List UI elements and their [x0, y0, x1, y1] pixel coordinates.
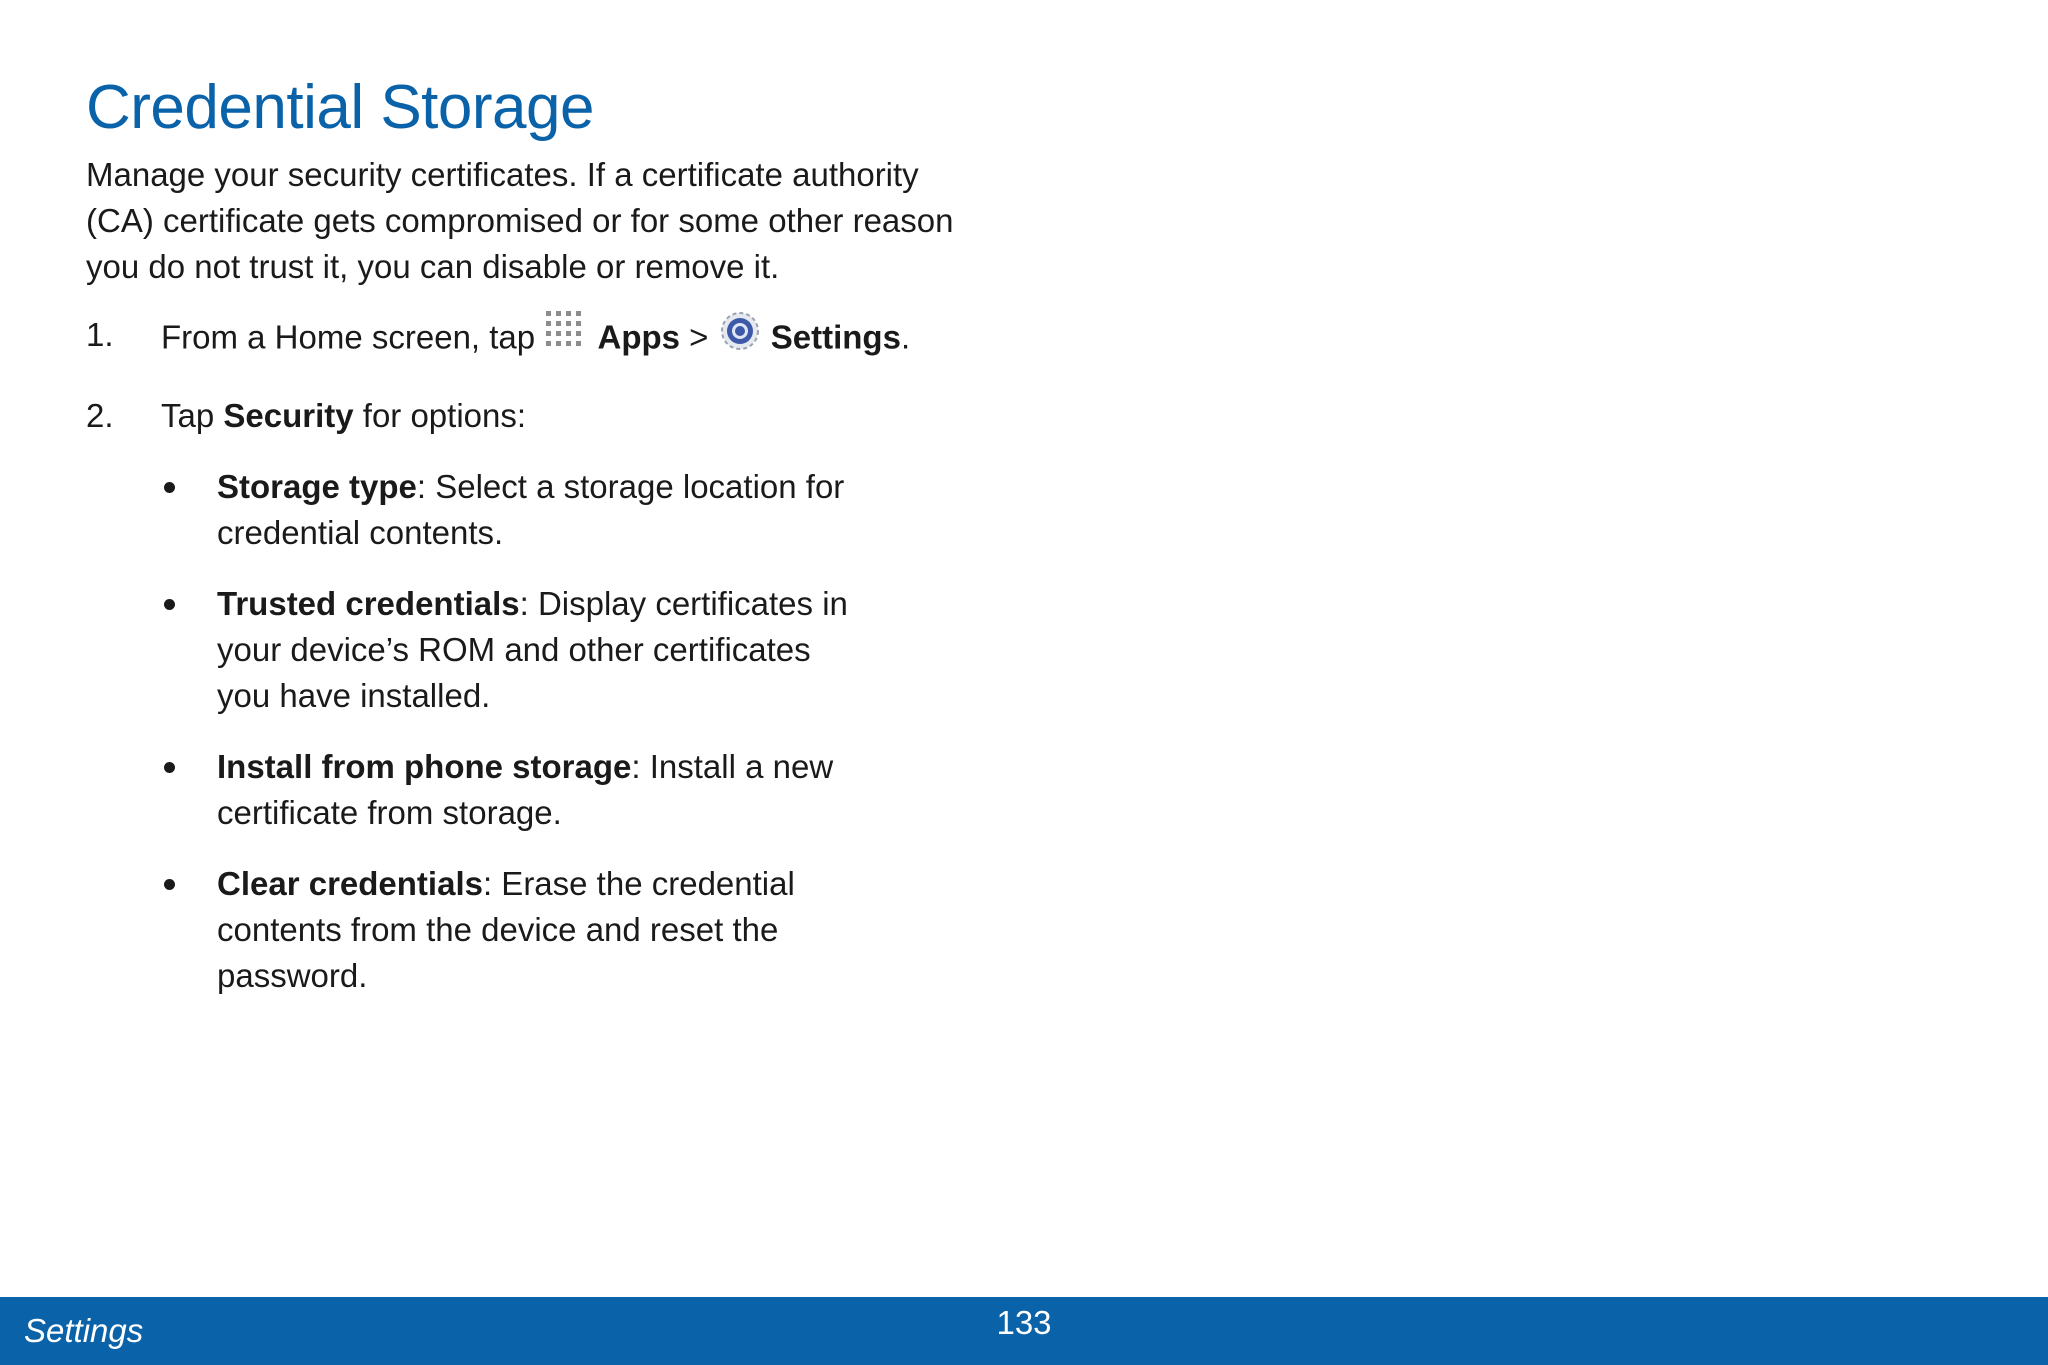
option-term: Install from phone storage	[217, 748, 632, 785]
step-number: 1.	[86, 316, 114, 353]
intro-paragraph: Manage your security certificates. If a certificate authority (CA) certificate gets compromised or for some other reason you do not trust it, you can disable or remove it.	[86, 156, 954, 285]
apps-grid-icon	[544, 309, 588, 365]
option-term: Clear credentials	[217, 865, 483, 902]
security-label: Security	[223, 397, 354, 434]
options-list	[86, 464, 986, 999]
option-description: : Display certificates in your device’s ROM and other certificates you have installed.	[217, 585, 848, 714]
step-end: .	[900, 318, 911, 356]
page-content	[86, 70, 986, 1024]
option-clear-credentials	[86, 861, 857, 999]
step-text: From a Home screen, tap	[161, 318, 545, 356]
option-description: : Install a new certificate from storage.	[217, 748, 834, 831]
footer-section-title: Settings	[24, 1312, 144, 1349]
option-term: Storage type	[217, 468, 417, 505]
option-description: : Erase the credential contents from the device and reset the password.	[217, 865, 795, 994]
step-2	[86, 393, 986, 999]
bullet-icon	[164, 599, 175, 610]
footer-page-number: 133	[996, 1304, 1052, 1341]
bullet-icon	[164, 482, 175, 493]
apps-label: Apps	[597, 318, 680, 356]
page-footer	[0, 1297, 2048, 1365]
settings-gear-icon	[718, 309, 762, 365]
bullet-icon	[164, 762, 175, 773]
page-title: Credential Storage	[86, 73, 594, 142]
step-separator: >	[679, 318, 718, 356]
option-install-from-phone-storage	[86, 744, 857, 836]
option-term: Trusted credentials	[217, 585, 520, 622]
step-text-after: for options:	[353, 397, 527, 434]
option-storage-type	[86, 464, 857, 556]
option-description: : Select a storage location for credential contents.	[217, 468, 845, 551]
step-number: 2.	[86, 397, 114, 434]
step-text: Tap	[161, 397, 224, 434]
steps-list	[86, 312, 986, 999]
bullet-icon	[164, 879, 175, 890]
option-trusted-credentials	[86, 581, 857, 719]
step-1	[86, 312, 986, 368]
settings-label: Settings	[770, 318, 901, 356]
